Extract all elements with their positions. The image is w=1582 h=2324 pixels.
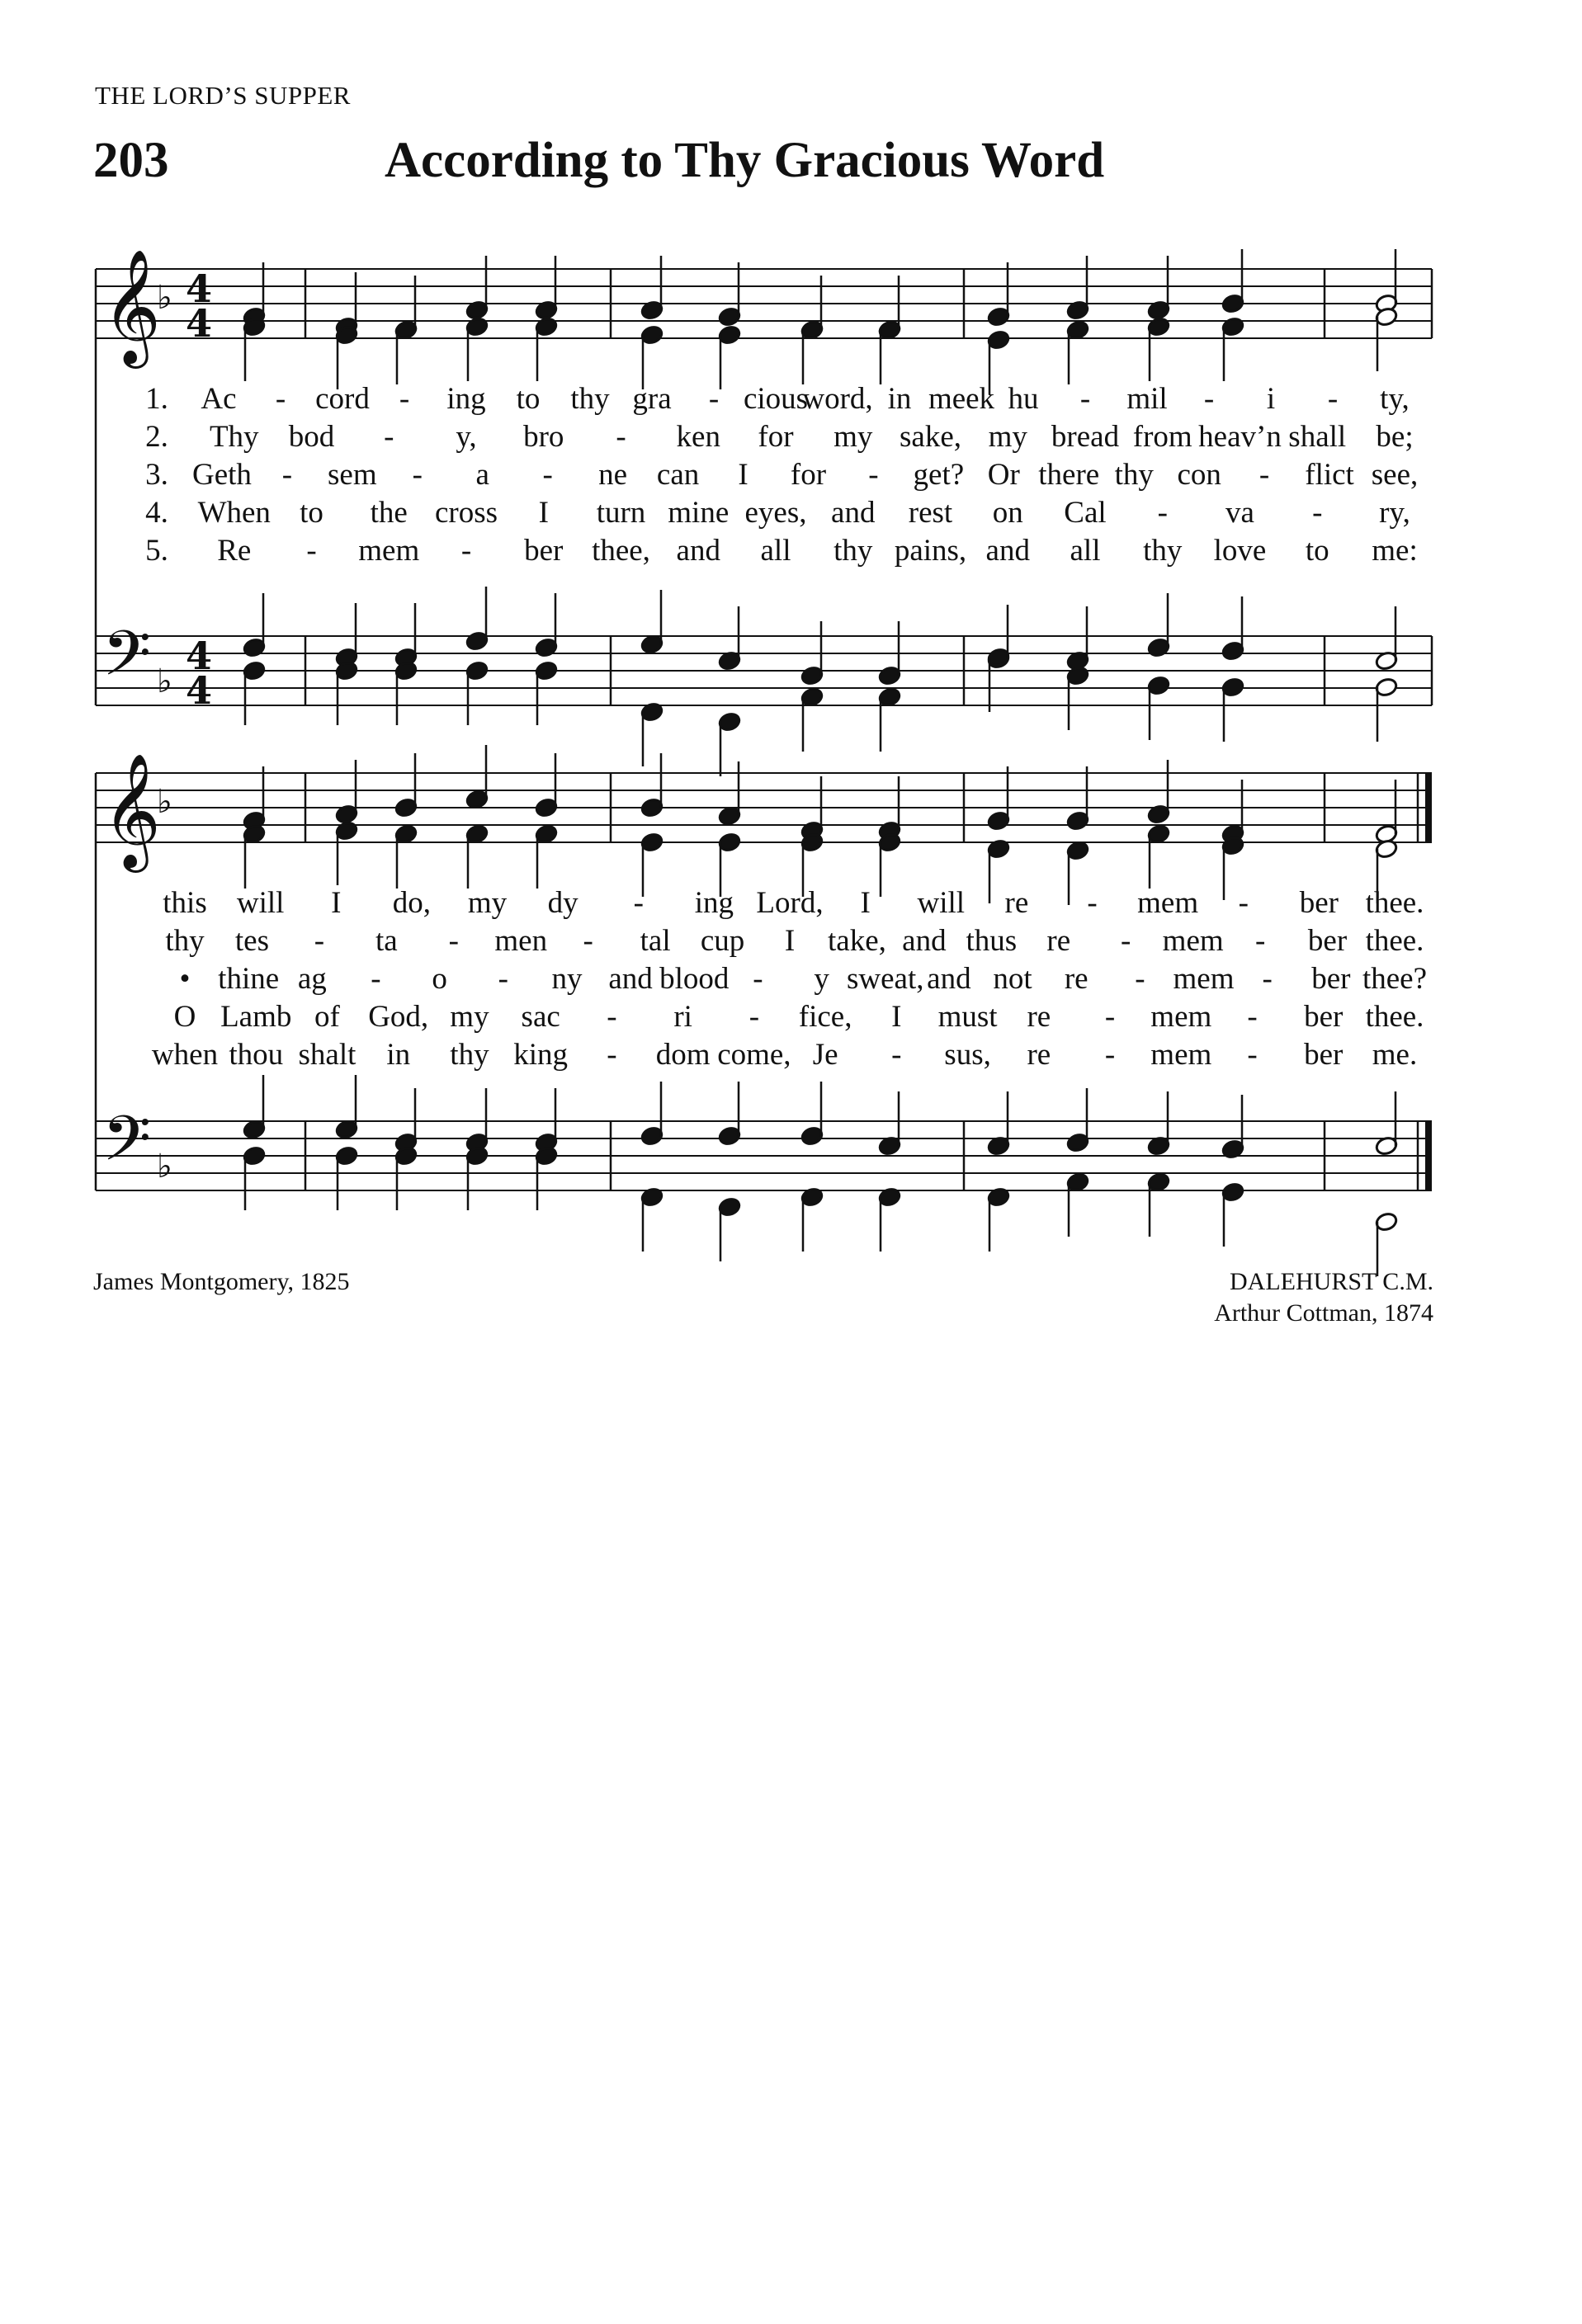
lyric-hyphen: - [1157, 496, 1168, 530]
lyric-syllable: heav’n [1198, 420, 1282, 454]
lyric-syllable: mem [1173, 962, 1235, 996]
lyric-hyphen: - [306, 534, 317, 568]
lyric-syllable: fice, [798, 1000, 852, 1034]
lyric-syllable: my [988, 420, 1027, 454]
lyric-syllable: i [1266, 382, 1276, 416]
lyric-syllable: blood [659, 962, 730, 996]
lyric-syllable: mem [1150, 1038, 1212, 1072]
lyric-syllable: Cal [1064, 496, 1107, 530]
lyric-hyphen: - [399, 382, 410, 416]
lyric-syllable: tes [234, 924, 269, 958]
lyric-syllable: see, [1371, 458, 1419, 492]
lyric-syllable: me: [1372, 534, 1418, 568]
lyric-syllable: ing [446, 382, 486, 416]
lyric-syllable: re [1046, 924, 1071, 958]
lyric-syllable: thee? [1362, 962, 1428, 996]
lyric-syllable: cious [743, 382, 809, 416]
lyric-syllable: do, [392, 886, 431, 920]
lyric-syllable: bro [523, 420, 564, 454]
lyric-hyphen: - [1121, 924, 1131, 958]
lyric-syllable: this [163, 886, 207, 920]
lyric-hyphen: - [748, 1000, 760, 1034]
lyric-syllable: all [1070, 534, 1101, 568]
lyric-hyphen: - [1262, 962, 1273, 996]
lyric-syllable: Geth [191, 458, 252, 492]
lyric-syllable: y, [456, 420, 477, 454]
lyric-syllable: in [386, 1038, 411, 1072]
lyric-syllable: mine [668, 496, 730, 530]
bass-clef-icon: 𝄢 [102, 617, 152, 705]
lyric-syllable: on [992, 496, 1023, 530]
lyric-syllable: thy [834, 534, 873, 568]
lyric-syllable: ber [1299, 886, 1339, 920]
lyric-hyphen: - [281, 458, 293, 492]
lyric-syllable: Je [812, 1038, 838, 1072]
key-flat-icon: ♭ [157, 1148, 172, 1186]
lyric-syllable: to [300, 496, 323, 530]
lyric-syllable: thy [165, 924, 205, 958]
lyric-syllable: I [784, 924, 796, 958]
lyric-hyphen: - [607, 1038, 617, 1072]
lyric-syllable: can [656, 458, 700, 492]
lyric-syllable: meek [928, 382, 995, 416]
lyric-syllable: bod [288, 420, 335, 454]
lyric-syllable: mem [358, 534, 420, 568]
lyric-syllable: and [608, 962, 653, 996]
lyric-hyphen: - [607, 1000, 617, 1034]
time-signature-bottom: 4 [186, 301, 213, 346]
tune-composer: Arthur Cottman, 1874 [1214, 1299, 1433, 1327]
lyric-syllable: 5. [145, 534, 168, 568]
lyric-syllable: mem [1137, 886, 1199, 920]
lyric-syllable: 4. [145, 496, 168, 530]
lyric-syllable: y [814, 962, 829, 996]
lyric-syllable: O [173, 1000, 196, 1034]
lyric-syllable: and [902, 924, 947, 958]
lyric-syllable: ber [1304, 1000, 1344, 1034]
lyric-syllable: mil [1126, 382, 1168, 416]
lyric-syllable: and [927, 962, 971, 996]
lyric-syllable: not [993, 962, 1032, 996]
lyric-syllable: o [432, 962, 447, 996]
lyric-syllable: of [314, 1000, 340, 1034]
lyric-syllable: my [834, 420, 873, 454]
lyric-hyphen: - [1079, 382, 1091, 416]
lyric-syllable: there [1038, 458, 1100, 492]
lyric-hyphen: - [412, 458, 423, 492]
key-flat-icon: ♭ [157, 279, 172, 317]
lyric-hyphen: - [891, 1038, 902, 1072]
lyric-syllable: Or [987, 458, 1020, 492]
lyric-syllable: ny [551, 962, 583, 996]
time-signature-top: 4 [186, 634, 213, 678]
lyric-syllable: thy [1143, 534, 1183, 568]
bass-clef-icon: 𝄢 [102, 1102, 152, 1190]
lyric-syllable: ry, [1379, 496, 1410, 530]
lyric-syllable: thee, [592, 534, 650, 568]
lyric-syllable: sac [521, 1000, 560, 1034]
lyric-hyphen: - [1135, 962, 1145, 996]
lyric-hyphen: - [314, 924, 325, 958]
lyric-syllable: sweat, [846, 962, 924, 996]
section-heading: THE LORD’S SUPPER [95, 81, 351, 110]
lyric-syllable: and [831, 496, 876, 530]
lyric-syllable: eyes, [744, 496, 807, 530]
lyric-syllable: ber [524, 534, 564, 568]
lyric-syllable: ber [1307, 924, 1348, 958]
lyric-syllable: must [937, 1000, 998, 1034]
lyric-syllable: my [450, 1000, 489, 1034]
lyric-syllable: I [331, 886, 342, 920]
lyric-hyphen: - [583, 924, 593, 958]
lyric-hyphen: - [384, 420, 394, 454]
key-flat-icon: ♭ [157, 662, 172, 700]
lyric-syllable: shall [1288, 420, 1347, 454]
lyric-hyphen: - [1247, 1000, 1258, 1034]
lyric-hyphen: - [275, 382, 286, 416]
lyric-syllable: to [516, 382, 541, 416]
lyric-hyphen: - [542, 458, 553, 492]
lyric-syllable: ag [297, 962, 327, 996]
lyric-syllable: gra [632, 382, 672, 416]
lyric-syllable: take, [828, 924, 886, 958]
lyric-syllable: Lamb [220, 1000, 292, 1034]
lyric-hyphen: - [1104, 1000, 1116, 1034]
lyric-syllable: me. [1372, 1038, 1418, 1072]
lyric-syllable: will [236, 886, 285, 920]
lyric-syllable: my [467, 886, 508, 920]
lyric-syllable: a [475, 458, 489, 492]
lyric-syllable: Re [217, 534, 252, 568]
lyric-syllable: love [1213, 534, 1267, 568]
time-signature-top: 4 [186, 266, 213, 311]
lyric-syllable: I [891, 1000, 902, 1034]
lyric-hyphen: - [753, 962, 763, 996]
lyric-hyphen: - [1104, 1038, 1116, 1072]
lyric-syllable: re [1027, 1000, 1051, 1034]
lyric-hyphen: - [633, 886, 644, 920]
lyric-syllable: thine [218, 962, 280, 996]
lyric-syllable: in [887, 382, 912, 416]
lyric-syllable: come, [717, 1038, 791, 1072]
lyric-hyphen: - [616, 420, 626, 454]
lyric-syllable: men [494, 924, 548, 958]
lyric-syllable: mem [1162, 924, 1224, 958]
lyric-syllable: va [1225, 496, 1254, 530]
lyric-hyphen: - [1312, 496, 1323, 530]
lyric-syllable: Thy [209, 420, 259, 454]
lyric-syllable: mem [1150, 1000, 1212, 1034]
lyric-hyphen: - [868, 458, 879, 492]
lyric-syllable: Ac [201, 382, 237, 416]
lyric-syllable: Lord, [756, 886, 824, 920]
lyric-syllable: ken [676, 420, 720, 454]
lyric-hyphen: - [1238, 886, 1249, 920]
lyric-hyphen: - [1327, 382, 1339, 416]
lyric-syllable: ne [598, 458, 628, 492]
lyric-syllable: I [538, 496, 549, 530]
lyric-syllable: • [179, 962, 191, 996]
lyric-syllable: bread [1051, 420, 1120, 454]
lyric-syllable: will [917, 886, 966, 920]
final-barline-thick [1425, 773, 1432, 842]
lyric-syllable: cup [700, 924, 745, 958]
lyric-syllable: for [790, 458, 827, 492]
words-credit: James Montgomery, 1825 [93, 1268, 350, 1295]
lyric-syllable: cord [315, 382, 370, 416]
lyric-syllable: I [738, 458, 748, 492]
lyric-syllable: sem [328, 458, 377, 492]
lyric-syllable: ing [694, 886, 734, 920]
lyric-syllable: thee. [1365, 1000, 1424, 1034]
lyric-hyphen: - [371, 962, 381, 996]
lyric-syllable: turn [596, 496, 646, 530]
lyric-syllable: ber [1304, 1038, 1344, 1072]
lyric-syllable: and [676, 534, 720, 568]
lyric-syllable: from [1132, 420, 1192, 454]
treble-clef-icon: 𝄞 [102, 249, 161, 364]
lyric-syllable: all [760, 534, 791, 568]
lyric-syllable: ta [375, 924, 398, 958]
lyric-syllable: cross [434, 496, 498, 530]
lyric-hyphen: - [1203, 382, 1215, 416]
lyric-syllable: 2. [145, 420, 168, 454]
lyric-syllable: sus, [944, 1038, 991, 1072]
lyric-syllable: thee. [1365, 886, 1424, 920]
lyric-syllable: thou [229, 1038, 284, 1072]
lyric-syllable: get? [913, 458, 965, 492]
lyric-syllable: the [370, 496, 408, 530]
lyric-hyphen: - [448, 924, 459, 958]
lyric-syllable: shalt [298, 1038, 357, 1072]
lyric-syllable: re [1064, 962, 1089, 996]
lyric-syllable: pains, [894, 534, 967, 568]
lyric-syllable: tal [640, 924, 671, 958]
lyric-hyphen: - [498, 962, 508, 996]
lyric-syllable: thus [966, 924, 1018, 958]
lyric-syllable: sake, [900, 420, 961, 454]
lyric-syllable: ri [673, 1000, 692, 1034]
lyric-syllable: flict [1305, 458, 1354, 492]
lyric-syllable: ty, [1380, 382, 1410, 416]
lyric-syllable: thy [450, 1038, 489, 1072]
lyric-syllable: God, [368, 1000, 429, 1034]
lyric-hyphen: - [460, 534, 472, 568]
key-flat-icon: ♭ [157, 783, 172, 821]
lyric-syllable: to [1305, 534, 1329, 568]
lyric-syllable: thy [1114, 458, 1154, 492]
lyric-hyphen: - [1247, 1038, 1258, 1072]
lyric-syllable: re [1027, 1038, 1051, 1072]
lyric-syllable: for [758, 420, 794, 454]
lyric-syllable: king [513, 1038, 569, 1072]
final-barline-thick [1425, 1121, 1432, 1190]
lyric-hyphen: - [1087, 886, 1098, 920]
lyric-hyphen: - [1259, 458, 1270, 492]
lyric-syllable: When [197, 496, 271, 530]
lyric-syllable: thy [570, 382, 610, 416]
lyric-syllable: ber [1311, 962, 1351, 996]
lyric-hyphen: - [708, 382, 720, 416]
treble-clef-icon: 𝄞 [102, 753, 161, 868]
time-signature-bottom: 4 [186, 668, 213, 713]
lyric-syllable: re [1004, 886, 1029, 920]
hymn-title: According to Thy Gracious Word [385, 133, 1105, 188]
tune-name: DALEHURST C.M. [1230, 1268, 1433, 1295]
hymn-number: 203 [93, 133, 169, 188]
lyric-syllable: hu [1008, 382, 1039, 416]
lyric-syllable: con [1177, 458, 1221, 492]
lyric-syllable: I [860, 886, 871, 920]
lyric-syllable: 1. [145, 382, 168, 416]
lyric-syllable: rest [908, 496, 953, 530]
lyric-syllable: when [151, 1038, 219, 1072]
lyric-syllable: be; [1376, 420, 1414, 454]
lyric-syllable: dom [655, 1038, 711, 1072]
lyric-syllable: word, [802, 382, 873, 416]
lyric-syllable: 3. [145, 458, 168, 492]
lyric-syllable: dy [547, 886, 578, 920]
lyric-syllable: thee. [1365, 924, 1424, 958]
lyric-hyphen: - [1254, 924, 1266, 958]
lyric-syllable: and [985, 534, 1030, 568]
